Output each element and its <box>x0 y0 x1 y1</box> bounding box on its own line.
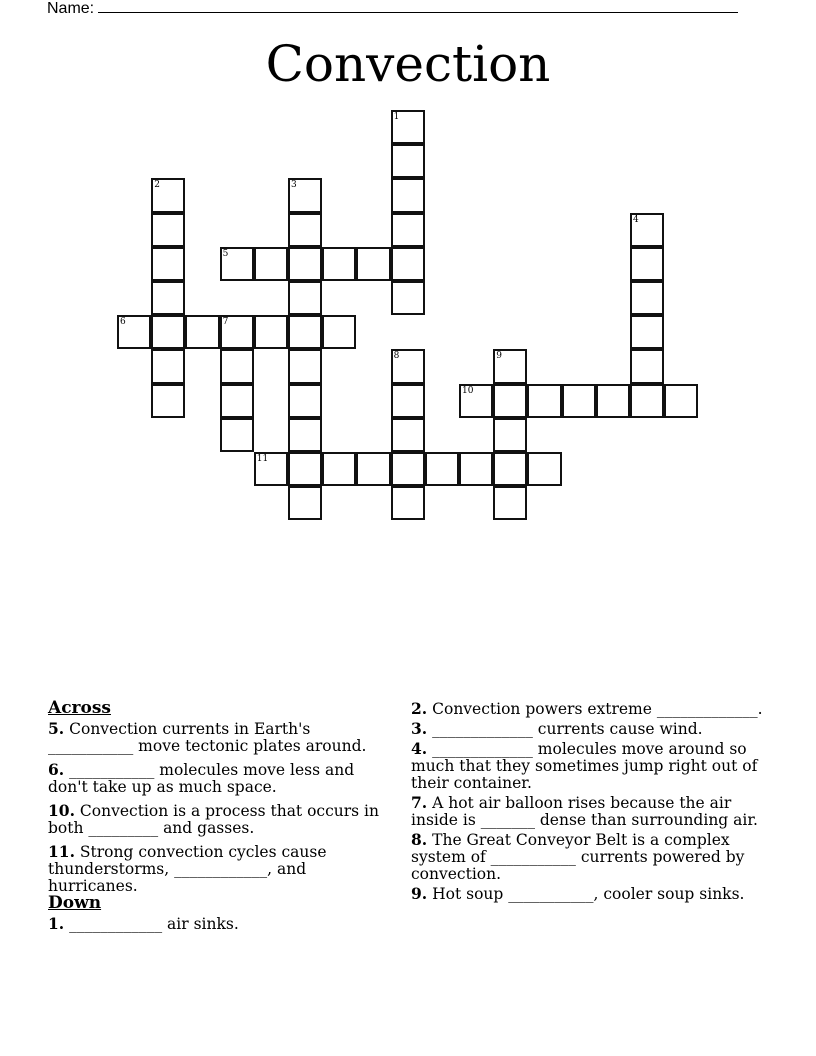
crossword-cell[interactable] <box>391 452 425 486</box>
clue-number: 2. <box>411 699 428 718</box>
clue-text: ___________ molecules move less and don't take up as much space. <box>48 761 355 796</box>
clue-number: 10. <box>48 801 75 820</box>
crossword-cell[interactable] <box>220 247 254 281</box>
clue-text: ____________ air sinks. <box>69 915 239 933</box>
crossword-cell[interactable] <box>562 384 596 418</box>
across-heading: Across <box>48 698 111 718</box>
crossword-cell[interactable] <box>151 247 185 281</box>
crossword-cell[interactable] <box>288 213 322 247</box>
crossword-cell[interactable] <box>322 247 356 281</box>
crossword-cell[interactable] <box>493 486 527 520</box>
crossword-cell[interactable] <box>117 315 151 349</box>
crossword-cell[interactable] <box>288 247 322 281</box>
clue-text: A hot air balloon rises because the air inside is _______ dense than surrounding air. <box>411 794 758 829</box>
clue-number: 7. <box>411 793 428 812</box>
clue-number: 9. <box>411 884 428 903</box>
clue-number-label: 2 <box>154 180 160 191</box>
crossword-cell[interactable] <box>391 247 425 281</box>
down-heading: Down <box>48 893 102 913</box>
crossword-cell[interactable] <box>288 384 322 418</box>
crossword-cell[interactable] <box>391 418 425 452</box>
crossword-cell[interactable] <box>151 213 185 247</box>
clue-down-1 <box>48 915 398 933</box>
clue-text: Strong convection cycles cause thunderstorms, ____________, and hurricanes. <box>48 843 327 895</box>
clue-number-label: 4 <box>633 214 639 225</box>
clues-column-right <box>411 700 771 905</box>
crossword-cell[interactable] <box>288 178 322 212</box>
clues-column-left <box>48 700 398 939</box>
clue-down-7 <box>411 794 771 829</box>
crossword-cell[interactable] <box>151 178 185 212</box>
clue-text: Convection powers extreme _____________. <box>432 700 763 718</box>
clue-down-4 <box>411 740 771 792</box>
clue-across-6 <box>48 761 398 796</box>
crossword-cell[interactable] <box>151 349 185 383</box>
crossword-cell[interactable] <box>527 384 561 418</box>
crossword-cell[interactable] <box>151 281 185 315</box>
crossword-cell[interactable] <box>254 247 288 281</box>
clue-number-label: 5 <box>222 248 229 259</box>
crossword-cell[interactable] <box>493 384 527 418</box>
clue-text: Hot soup ___________, cooler soup sinks. <box>432 885 745 903</box>
crossword-cell[interactable] <box>220 349 254 383</box>
crossword-cell[interactable] <box>220 384 254 418</box>
clue-number: 1. <box>48 914 65 933</box>
clue-text: _____________ currents cause wind. <box>432 720 703 738</box>
name-label: Name: <box>47 0 95 17</box>
clue-number-label: 1 <box>393 112 400 122</box>
clue-number: 11. <box>48 842 75 861</box>
crossword-cell[interactable] <box>630 384 664 418</box>
clue-across-5 <box>48 720 398 755</box>
crossword-cell[interactable] <box>630 247 664 281</box>
crossword-cell[interactable] <box>630 349 664 383</box>
crossword-cell[interactable] <box>391 144 425 178</box>
clue-down-2 <box>411 700 771 718</box>
crossword-cell[interactable] <box>356 247 390 281</box>
clue-across-11 <box>48 843 398 895</box>
clue-number-label: 3 <box>291 180 297 191</box>
clue-number: 8. <box>411 830 428 849</box>
crossword-cell[interactable] <box>391 384 425 418</box>
crossword-cell[interactable] <box>391 281 425 315</box>
crossword-cell[interactable] <box>391 110 425 144</box>
crossword-cell[interactable] <box>220 418 254 452</box>
crossword-cell[interactable] <box>391 213 425 247</box>
clue-number: 6. <box>48 760 65 779</box>
clue-across-10 <box>48 802 398 837</box>
clue-number: 5. <box>48 719 65 738</box>
crossword-cell[interactable] <box>459 384 493 418</box>
clue-number-label: 8 <box>393 351 400 362</box>
crossword-cell[interactable] <box>288 281 322 315</box>
crossword-cell[interactable] <box>151 315 185 349</box>
clue-number: 3. <box>411 719 428 738</box>
crossword-cell[interactable] <box>459 452 493 486</box>
clue-number-label: 6 <box>120 317 126 328</box>
clue-down-8 <box>411 831 771 883</box>
crossword-cell[interactable] <box>391 349 425 383</box>
clue-text: _____________ molecules move around so much that they sometimes jump right out of their container. <box>411 740 758 792</box>
crossword-cell[interactable] <box>596 384 630 418</box>
crossword-cell[interactable] <box>493 452 527 486</box>
crossword-cell[interactable] <box>425 452 459 486</box>
crossword-cell[interactable] <box>664 384 698 418</box>
clue-down-9 <box>411 885 771 903</box>
crossword-cell[interactable] <box>288 486 322 520</box>
page-title: Convection <box>265 35 551 93</box>
crossword-cell[interactable] <box>185 315 219 349</box>
crossword-cell[interactable] <box>391 178 425 212</box>
crossword-cell[interactable] <box>630 281 664 315</box>
crossword-cell[interactable] <box>322 452 356 486</box>
clue-number-label: 7 <box>222 317 229 328</box>
clue-text: The Great Conveyor Belt is a complex system of ___________ currents powered by convection. <box>411 831 745 883</box>
clue-number: 4. <box>411 739 428 758</box>
clue-text: Convection currents in Earth's ___________ move tectonic plates around. <box>48 720 367 755</box>
crossword-cell[interactable] <box>493 418 527 452</box>
crossword-cell[interactable] <box>288 418 322 452</box>
clue-text: Convection is a process that occurs in both _________ and gasses. <box>48 802 379 837</box>
crossword-cell[interactable] <box>630 213 664 247</box>
crossword-cell[interactable] <box>220 315 254 349</box>
crossword-cell[interactable] <box>630 315 664 349</box>
crossword-cell[interactable] <box>356 452 390 486</box>
clue-number-label: 11 <box>256 454 269 464</box>
crossword-cell[interactable] <box>288 315 322 349</box>
clue-down-3 <box>411 720 771 738</box>
crossword-cell[interactable] <box>254 452 288 486</box>
crossword-cell[interactable] <box>391 486 425 520</box>
crossword-cell[interactable] <box>254 315 288 349</box>
clue-number-label: 10 <box>462 385 474 396</box>
crossword-cell[interactable] <box>493 349 527 383</box>
crossword-cell[interactable] <box>288 349 322 383</box>
clue-number-label: 9 <box>496 351 502 362</box>
crossword-cell[interactable] <box>322 315 356 349</box>
crossword-cell[interactable] <box>151 384 185 418</box>
crossword-cell[interactable] <box>527 452 561 486</box>
crossword-cell[interactable] <box>288 452 322 486</box>
